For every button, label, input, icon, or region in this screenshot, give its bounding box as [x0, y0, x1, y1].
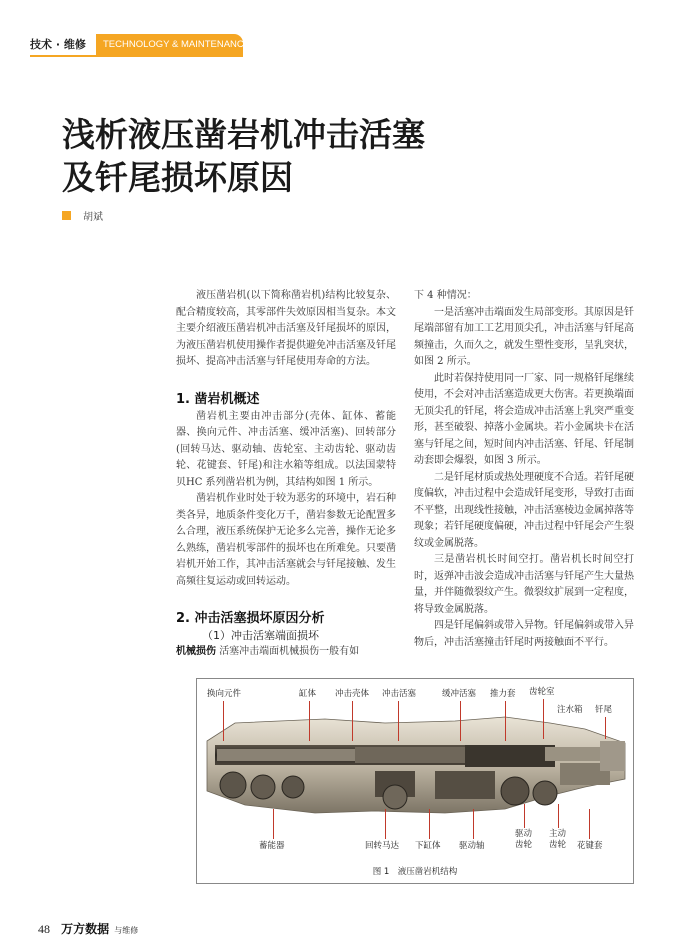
label-thrust-sleeve: 推力套 [490, 689, 516, 699]
title-line-2: 及钎尾损坏原因 [62, 158, 293, 197]
label-damper-piston: 缓冲活塞 [442, 689, 477, 699]
right-paragraph-3: 二是钎尾材质或热处理硬度不合适。若钎尾硬度偏软，冲击过程中会造成钎尾变形，导致打击面不平整，出现线性接触，冲击活塞棱边金属掉落等现象；若钎尾硬度偏硬，冲击过程中钎尾会产生裂纹或金属脱落。 [414, 471, 634, 549]
author-name: 胡斌 [83, 211, 103, 223]
figure-1 [196, 678, 634, 884]
section-1-heading: 1. 凿岩机概述 [176, 391, 260, 407]
header-rule [30, 55, 243, 57]
leader-line [309, 701, 310, 741]
label-cylinder: 缸体 [299, 689, 317, 699]
leader-line [558, 804, 559, 828]
leader-line [273, 809, 274, 839]
leader-line [589, 809, 590, 839]
intro-paragraph: 液压凿岩机(以下简称凿岩机)结构比较复杂、配合精度较高，其零部件失效原因相当复杂。本文主要介绍液压凿岩机冲击活塞及钎尾损坏的原因，为液压凿岩机使用操作者提供避免冲击活塞及钎尾损坏、提高冲击活塞与钎尾使用寿命的方法。 [176, 290, 396, 367]
right-paragraph-1: 一是活塞冲击端面发生局部变形。其原因是钎尾端部留有加工工艺用顶尖孔，冲击活塞与钎尾高频撞击，久而久之，就发生塑性变形，呈乳突状，如图 2 所示。 [414, 306, 634, 367]
article-title [62, 113, 662, 199]
right-paragraph-4: 三是凿岩机长时间空打。凿岩机长时间空打时，返弹冲击波会造成冲击活塞与钎尾产生大量热量，并伴随微裂纹产生。微裂纹扩展到一定程度，将导致金属脱落。 [414, 554, 634, 615]
label-impact-housing: 冲击壳体 [335, 689, 370, 699]
leader-line [352, 701, 353, 741]
column-left [176, 288, 396, 661]
label-spline-sleeve: 花键套 [577, 841, 603, 851]
byline-marker [62, 211, 71, 220]
rock-drill-cutaway-image [205, 701, 627, 829]
section-2-subheading: （1）冲击活塞端面损坏 [202, 629, 319, 642]
section-2-paragraph [176, 644, 396, 661]
byline [62, 208, 103, 222]
right-paragraph-2: 此时若保持使用同一厂家、同一规格钎尾继续使用，不会对冲击活塞造成更大伤害。若更换端面无顶尖孔的钎尾，将会造成冲击活塞上乳突严重变形，甚至破裂、掉落小金属块。若小金属块卡在活塞与钎尾之间，短时间内冲击活塞、钎尾、钎尾制动套即会爆裂，如图 3 所示。 [414, 372, 634, 466]
right-paragraph-5: 四是钎尾偏斜或带入异物。钎尾偏斜或带入异物后，冲击活塞撞击钎尾时两接触面不平行。 [414, 620, 634, 648]
leader-line [543, 699, 544, 739]
page-footer [38, 918, 138, 937]
label-gear-chamber: 齿轮室 [529, 687, 555, 697]
label-impact-piston: 冲击活塞 [382, 689, 417, 699]
label-shank: 钎尾 [595, 705, 613, 715]
leader-line [223, 701, 224, 741]
section-1-paragraph-1: 凿岩机主要由冲击部分(壳体、缸体、蓄能器、换向元件、冲击活塞、缓冲活塞)、回转部分(回转马达、驱动轴、齿轮室、主动齿轮、驱动齿轮、花键套、钎尾)和注水箱等组成。以法国蒙特贝HC 系列凿岩机为例，其结构如图 1 所示。 [176, 410, 396, 488]
label-rotation-motor: 回转马达 [365, 841, 400, 851]
magazine-name: 万方数据 [61, 922, 110, 936]
leader-line [605, 717, 606, 739]
section-2-lead-text: 活塞冲击端面机械损伤一般有如 [219, 646, 360, 657]
page-number: 48 [38, 922, 50, 936]
label-main-gear: 主动齿轮 [549, 829, 567, 850]
title-line-1: 浅析液压凿岩机冲击活塞 [62, 115, 425, 154]
section-header [0, 34, 251, 56]
leader-line [398, 701, 399, 741]
label-drive-gear: 驱动齿轮 [515, 829, 533, 850]
label-reversing-element: 换向元件 [207, 689, 242, 699]
leader-line [505, 701, 506, 741]
label-lower-cylinder: 下缸体 [415, 841, 441, 851]
label-drive-shaft: 驱动轴 [459, 841, 485, 851]
section-label: 技术 · 维修 [0, 34, 96, 56]
column-right [414, 288, 634, 651]
leader-line [460, 701, 461, 741]
section-2-lead: 机械损伤 [176, 646, 216, 657]
label-accumulator: 蓄能器 [259, 841, 285, 851]
figure-caption: 图 1 液压凿岩机结构 [372, 867, 458, 877]
section-2-heading: 2. 冲击活塞损坏原因分析 [176, 611, 325, 626]
magazine-sub: 与维修 [114, 926, 139, 935]
label-water-box: 注水箱 [557, 705, 583, 715]
leader-line [524, 804, 525, 828]
leader-line [385, 809, 386, 839]
leader-line [473, 809, 474, 839]
leader-line [429, 809, 430, 839]
section-1-paragraph-2: 凿岩机作业时处于较为恶劣的环境中，岩石种类各异，地质条件变化万千，凿岩参数无论配置多么合理，液压系统保护无论多么完善，操作无论多么熟练，凿岩机零部件的损坏也在所难免。只要凿岩机开始工作，其冲击活塞就会与钎尾接触、发生高频往复运动或回转运动。 [176, 493, 396, 587]
right-paragraph-0: 下 4 种情况： [414, 290, 477, 301]
section-label-en: TECHNOLOGY & MAINTENANCE [96, 34, 243, 56]
